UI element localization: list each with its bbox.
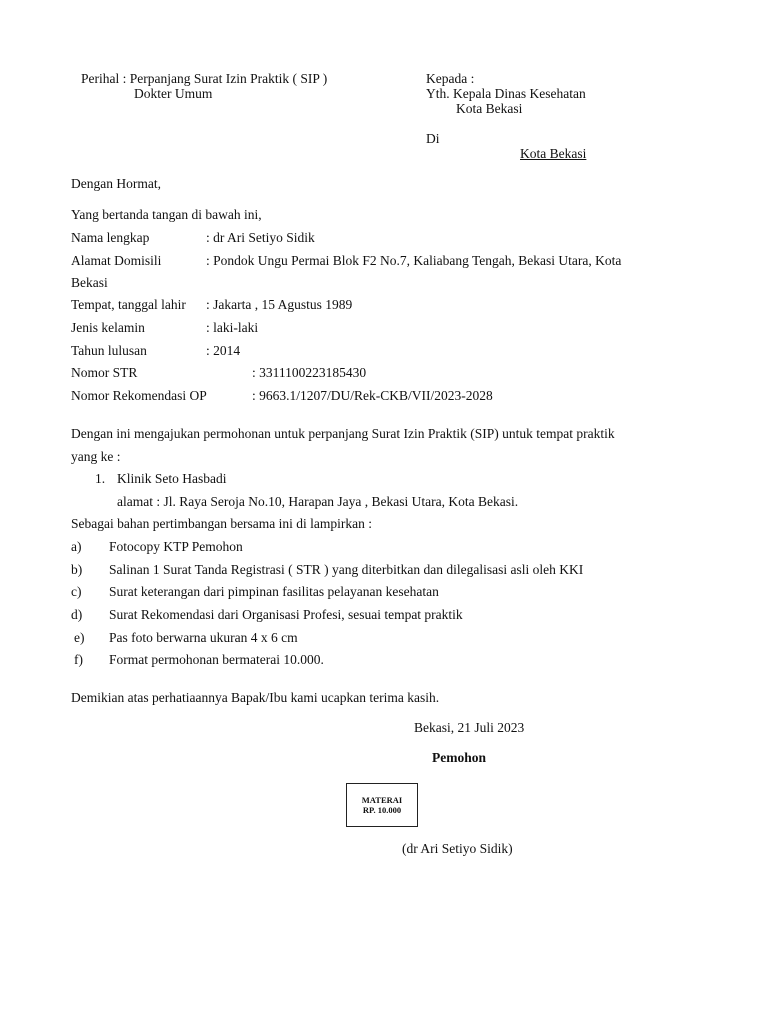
addressee-title: Yth. Kepala Dinas Kesehatan [426, 86, 586, 101]
attachment-marker-a: a) [71, 539, 82, 554]
attachment-text-c: Surat keterangan dari pimpinan fasilitas pelayanan kesehatan [109, 584, 439, 599]
field-label-address: Alamat Domisili [71, 253, 162, 268]
field-label-birth: Tempat, tanggal lahir [71, 297, 186, 312]
attachment-marker-f: f) [74, 652, 83, 667]
di-label: Di [426, 131, 440, 146]
attachment-text-e: Pas foto berwarna ukuran 4 x 6 cm [109, 630, 298, 645]
attachment-marker-b: b) [71, 562, 83, 577]
attachment-text-b: Salinan 1 Surat Tanda Registrasi ( STR ) yang diterbitkan dan dilegalisasi asli oleh KKI [109, 562, 584, 577]
field-label-str: Nomor STR [71, 365, 138, 380]
intro-text: Yang bertanda tangan di bawah ini, [71, 207, 262, 222]
field-label-name: Nama lengkap [71, 230, 150, 245]
field-value-graduation: : 2014 [206, 343, 241, 358]
field-value-recommendation: : 9663.1/1207/DU/Rek-CKB/VII/2023-2028 [252, 388, 493, 403]
attachment-text-a: Fotocopy KTP Pemohon [109, 539, 243, 554]
perihal-line1: Perihal : Perpanjang Surat Izin Praktik ( SIP ) [81, 71, 328, 86]
perihal-line2: Dokter Umum [134, 86, 213, 101]
practice-item-number: 1. [95, 471, 106, 486]
field-value-name: : dr Ari Setiyo Sidik [206, 230, 315, 245]
attachment-marker-d: d) [71, 607, 83, 622]
stamp-line2: RP. 10.000 [362, 805, 402, 815]
addressee-city: Kota Bekasi [456, 101, 523, 116]
field-label-recommendation: Nomor Rekomendasi OP [71, 388, 207, 403]
greeting: Dengan Hormat, [71, 176, 161, 191]
field-value-birth: : Jakarta , 15 Agustus 1989 [206, 297, 353, 312]
signer-role: Pemohon [432, 750, 486, 765]
field-label-gender: Jenis kelamin [71, 320, 145, 335]
attachment-text-f: Format permohonan bermaterai 10.000. [109, 652, 324, 667]
closing-text: Demikian atas perhatiaannya Bapak/Ibu kami ucapkan terima kasih. [71, 690, 440, 705]
attachment-marker-c: c) [71, 584, 82, 599]
stamp-line1: MATERAI [361, 795, 403, 805]
kepada-label: Kepada : [426, 71, 475, 86]
place-city: Kota Bekasi [520, 146, 587, 161]
attachment-text-d: Surat Rekomendasi dari Organisasi Profesi, sesuai tempat praktik [109, 607, 463, 622]
attachments-intro: Sebagai bahan pertimbangan bersama ini di lampirkan : [71, 516, 373, 531]
stamp-box [346, 783, 418, 827]
request-line1: Dengan ini mengajukan permohonan untuk perpanjang Surat Izin Praktik (SIP) untuk tempat praktik [71, 426, 615, 441]
practice-item-address: alamat : Jl. Raya Seroja No.10, Harapan Jaya , Bekasi Utara, Kota Bekasi. [117, 494, 519, 509]
request-line2: yang ke : [71, 449, 121, 464]
place-date: Bekasi, 21 Juli 2023 [414, 720, 525, 735]
attachment-marker-e: e) [74, 630, 85, 645]
field-value-str: : 3311100223185430 [252, 365, 367, 380]
signer-name: (dr Ari Setiyo Sidik) [402, 841, 513, 856]
field-value-address-wrap: Bekasi [71, 275, 108, 290]
practice-item-name: Klinik Seto Hasbadi [117, 471, 227, 486]
field-value-gender: : laki-laki [206, 320, 259, 335]
field-value-address: : Pondok Ungu Permai Blok F2 No.7, Kaliabang Tengah, Bekasi Utara, Kota [206, 253, 622, 268]
field-label-graduation: Tahun lulusan [71, 343, 147, 358]
